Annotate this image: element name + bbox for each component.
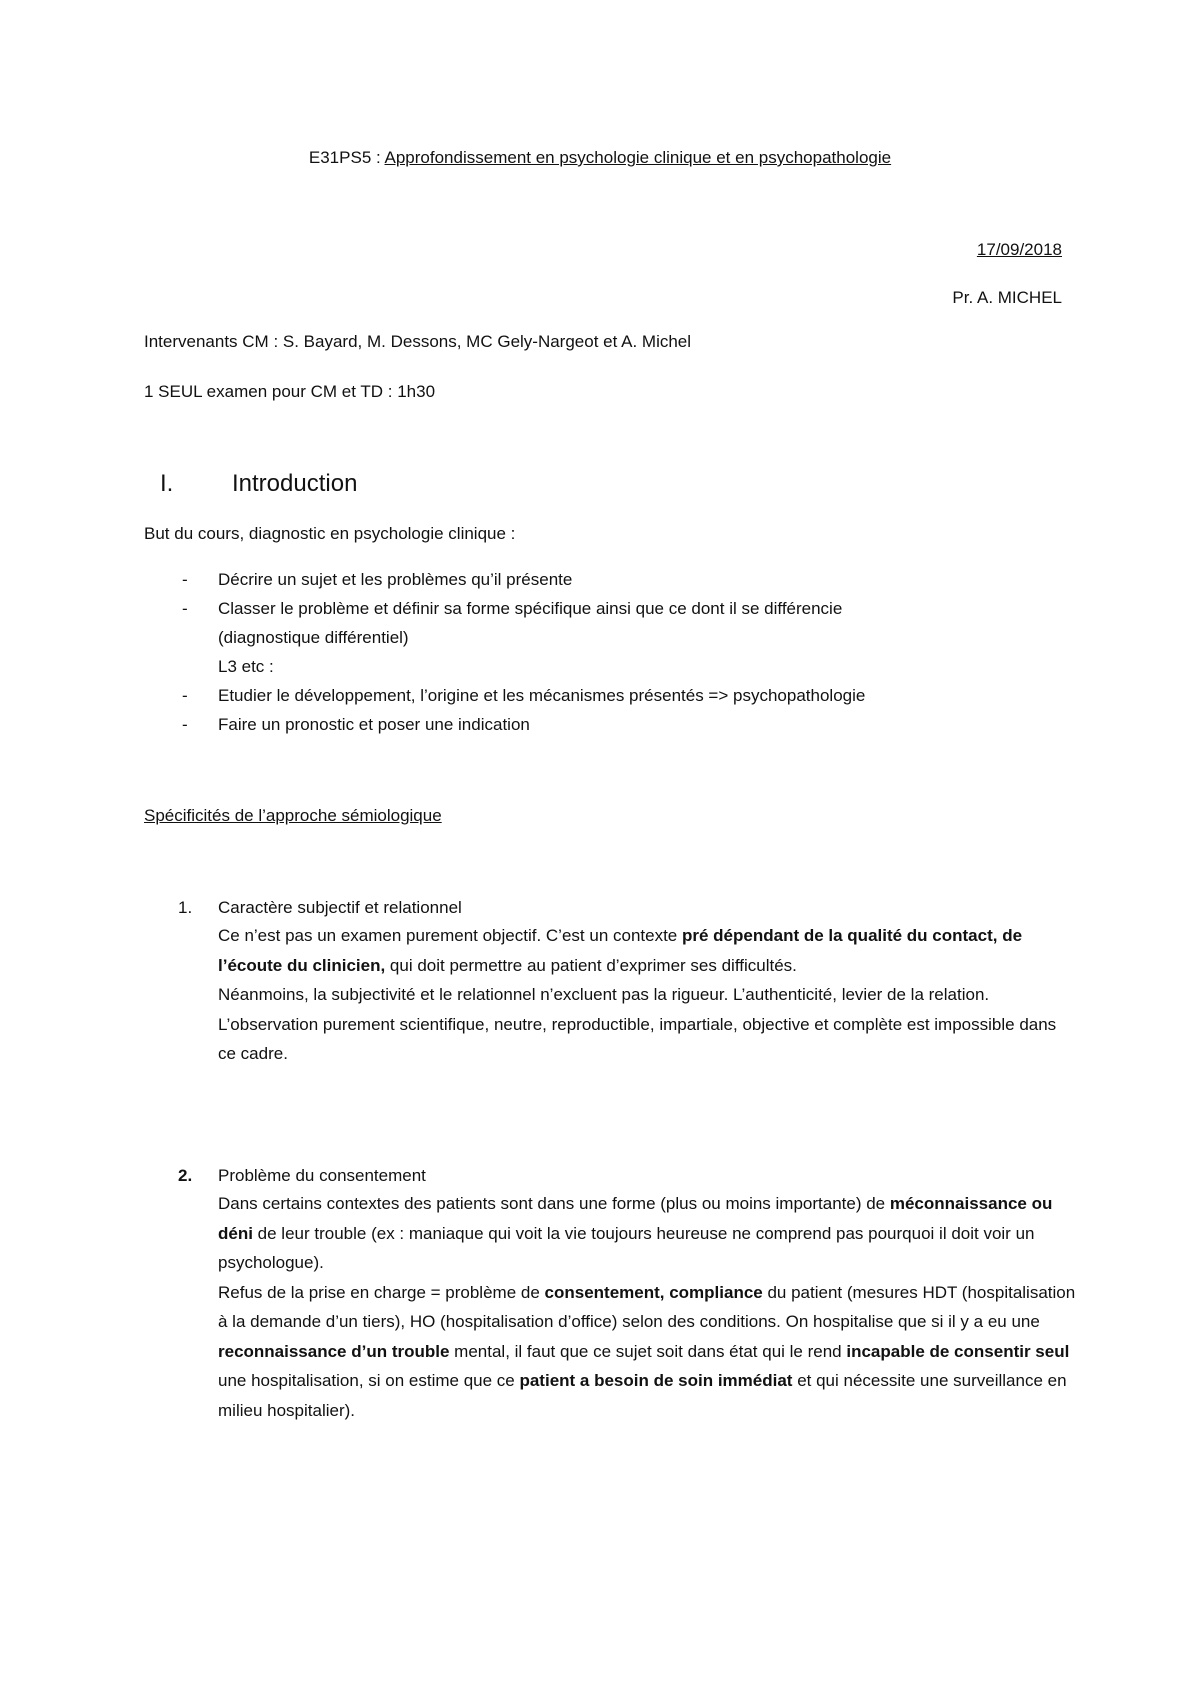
text-run-bold: consentement, compliance	[544, 1282, 763, 1302]
text-run: L’observation purement scientifique, neutre, reproductible, impartiale, objective et complète est impossible dans ce cadre.	[218, 1014, 1057, 1063]
bullet-item: Décrire un sujet et les problèmes qu’il présente	[218, 570, 573, 589]
exam-line: 1 SEUL examen pour CM et TD : 1h30	[144, 382, 436, 401]
text-run-bold: patient a besoin de soin immédiat	[519, 1371, 793, 1390]
bullet-item-continuation: (diagnostique différentiel)	[218, 628, 409, 647]
intervenants-line: Intervenants CM : S. Bayard, M. Dessons, MC Gely-Nargeot et A. Michel	[144, 332, 692, 351]
item-number: 1.	[178, 898, 193, 917]
bullet-subnote: L3 etc :	[218, 657, 274, 676]
text-run: Ce n’est pas un examen purement objectif. C’est un contexte	[218, 926, 682, 945]
text-run: Néanmoins, la subjectivité et le relationnel n’excluent pas la rigueur. L’authenticité, levier de la relation.	[218, 985, 990, 1004]
text-run: qui doit permettre au patient d’exprimer ses difficultés.	[385, 955, 797, 975]
bullet-dash: -	[182, 599, 188, 618]
item-title: Problème du consentement	[218, 1166, 426, 1185]
section-number: I.	[160, 470, 174, 497]
bullet-dash: -	[182, 570, 188, 589]
bullet-item: Faire un pronostic et poser une indication	[218, 715, 530, 734]
document-date: 17/09/2018	[976, 240, 1062, 259]
bullet-dash: -	[182, 686, 188, 705]
course-code: E31PS5 :	[308, 148, 385, 167]
text-run: mental, il faut que ce sujet soit dans état qui le rend	[449, 1341, 847, 1361]
text-run: une hospitalisation, si on estime que ce	[218, 1371, 520, 1390]
text-run-bold: reconnaissance d’un trouble	[218, 1341, 450, 1361]
text-run: de leur trouble (ex : maniaque qui voit la vie toujours heureuse ne comprend pas pourquoi il doit voir un psychologue).	[218, 1223, 1035, 1272]
course-title: Approfondissement en psychologie clinique et en psychopathologie	[384, 148, 892, 167]
professor-name: Pr. A. MICHEL	[952, 288, 1062, 307]
item-number: 2.	[178, 1166, 193, 1185]
section-title: Introduction	[232, 470, 358, 497]
subsection-title: Spécificités de l’approche sémiologique	[144, 806, 442, 825]
text-run-bold: méconnaissance ou déni	[218, 1194, 1053, 1243]
bullet-item: Etudier le développement, l’origine et les mécanismes présentés => psychopathologie	[218, 686, 866, 705]
section-intro: But du cours, diagnostic en psychologie clinique :	[144, 524, 516, 543]
text-run: Dans certains contextes des patients sont dans une forme (plus ou moins importante) de	[218, 1194, 890, 1213]
text-run: et qui nécessite une surveillance en milieu hospitalier).	[218, 1371, 1067, 1420]
text-run-bold: pré dépendant de la qualité du contact, de l’écoute du clinicien,	[218, 926, 1023, 975]
document-title	[0, 148, 1200, 168]
item-title: Caractère subjectif et relationnel	[218, 898, 462, 917]
item2-paragraph	[218, 1189, 1078, 1425]
bullet-dash: -	[182, 715, 188, 734]
item1-paragraph	[218, 921, 1078, 1069]
bullet-item: Classer le problème et définir sa forme spécifique ainsi que ce dont il se différencie	[218, 599, 843, 618]
text-run-bold: incapable de consentir seul	[846, 1341, 1070, 1361]
text-run: du patient (mesures HDT (hospitalisation à la demande d’un tiers), HO (hospitalisation d’office) selon des conditions. On hospitalise que si il y a eu une	[218, 1282, 1076, 1331]
text-run: Refus de la prise en charge = problème de	[218, 1282, 545, 1302]
